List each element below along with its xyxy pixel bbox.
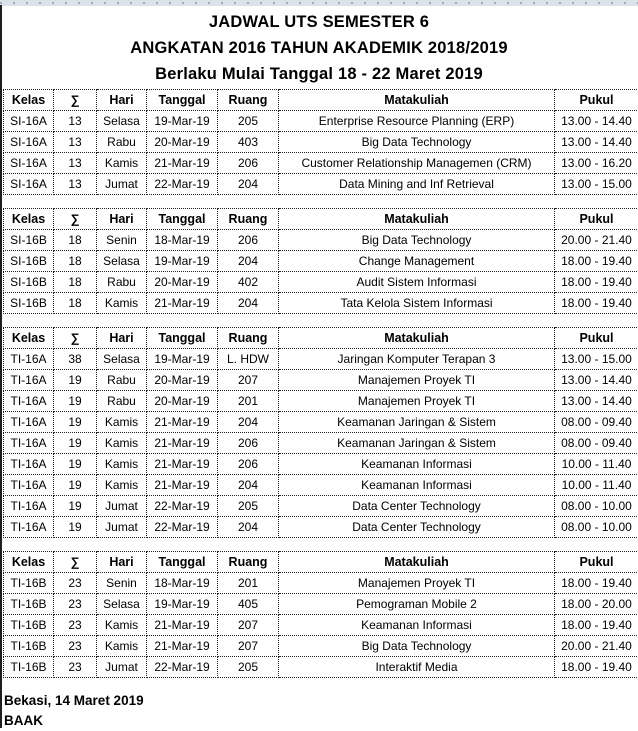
cell-kelas: TI-16B: [4, 594, 54, 615]
cell-hari: Selasa: [97, 594, 147, 615]
cell-matakuliah: Enterprise Resource Planning (ERP): [279, 111, 555, 132]
table-row: [4, 174, 638, 195]
footer-signatory: BAAK: [4, 711, 638, 731]
column-header-tanggal: Tanggal: [147, 328, 218, 349]
footer: [4, 691, 638, 731]
cell-tanggal: 21-Mar-19: [147, 153, 218, 174]
header-row: [4, 328, 638, 349]
cell-sum: 19: [54, 433, 97, 454]
cell-ruang: 205: [218, 111, 279, 132]
cell-ruang: 207: [218, 615, 279, 636]
cell-hari: Rabu: [97, 391, 147, 412]
cell-tanggal: 19-Mar-19: [147, 111, 218, 132]
cell-sum: 19: [54, 496, 97, 517]
cell-pukul: 20.00 - 21.40: [555, 230, 638, 251]
cell-hari: Kamis: [97, 636, 147, 657]
table-row: [4, 636, 638, 657]
column-header-tanggal: Tanggal: [147, 90, 218, 111]
cell-kelas: TI-16A: [4, 412, 54, 433]
cell-ruang: 207: [218, 636, 279, 657]
column-header-matakuliah: Matakuliah: [279, 552, 555, 573]
cell-tanggal: 21-Mar-19: [147, 636, 218, 657]
table-row: [4, 251, 638, 272]
cell-kelas: SI-16A: [4, 132, 54, 153]
cell-hari: Kamis: [97, 412, 147, 433]
table-row: [4, 573, 638, 594]
cell-matakuliah: Pemograman Mobile 2: [279, 594, 555, 615]
cell-sum: 19: [54, 391, 97, 412]
schedule-table-si-16b: [3, 208, 638, 314]
cell-sum: 18: [54, 230, 97, 251]
cell-kelas: TI-16B: [4, 573, 54, 594]
cell-pukul: 08.00 - 09.40: [555, 433, 638, 454]
cell-tanggal: 22-Mar-19: [147, 174, 218, 195]
cell-sum: 19: [54, 454, 97, 475]
cell-ruang: 402: [218, 272, 279, 293]
cell-sum: 23: [54, 594, 97, 615]
table-row: [4, 496, 638, 517]
table-row: [4, 615, 638, 636]
cell-ruang: 205: [218, 657, 279, 678]
column-header-matakuliah: Matakuliah: [279, 328, 555, 349]
cell-kelas: TI-16A: [4, 370, 54, 391]
cell-kelas: SI-16B: [4, 272, 54, 293]
cell-pukul: 13.00 - 14.40: [555, 391, 638, 412]
cell-tanggal: 19-Mar-19: [147, 349, 218, 370]
cell-matakuliah: Manajemen Proyek TI: [279, 370, 555, 391]
column-header-sum: ∑: [54, 90, 97, 111]
cell-ruang: 206: [218, 230, 279, 251]
cell-ruang: L. HDW: [218, 349, 279, 370]
cell-tanggal: 20-Mar-19: [147, 132, 218, 153]
schedule-table-ti-16b: [3, 551, 638, 678]
column-header-matakuliah: Matakuliah: [279, 90, 555, 111]
cell-pukul: 10.00 - 11.40: [555, 454, 638, 475]
cell-pukul: 13.00 - 14.40: [555, 370, 638, 391]
cell-pukul: 18.00 - 19.40: [555, 293, 638, 314]
column-header-kelas: Kelas: [4, 328, 54, 349]
cell-pukul: 13.00 - 15.00: [555, 174, 638, 195]
cell-ruang: 205: [218, 496, 279, 517]
cell-matakuliah: Interaktif Media: [279, 657, 555, 678]
column-header-kelas: Kelas: [4, 552, 54, 573]
cell-ruang: 206: [218, 153, 279, 174]
cell-hari: Kamis: [97, 475, 147, 496]
cell-tanggal: 21-Mar-19: [147, 433, 218, 454]
table-row: [4, 293, 638, 314]
column-header-ruang: Ruang: [218, 328, 279, 349]
cell-hari: Kamis: [97, 293, 147, 314]
cell-hari: Selasa: [97, 251, 147, 272]
cell-hari: Kamis: [97, 615, 147, 636]
table-row: [4, 391, 638, 412]
table-row: [4, 153, 638, 174]
cell-sum: 38: [54, 349, 97, 370]
column-header-sum: ∑: [54, 552, 97, 573]
cell-sum: 23: [54, 615, 97, 636]
table-row: [4, 517, 638, 538]
column-header-hari: Hari: [97, 209, 147, 230]
cell-hari: Senin: [97, 230, 147, 251]
cell-ruang: 403: [218, 132, 279, 153]
column-header-sum: ∑: [54, 328, 97, 349]
cell-pukul: 08.00 - 10.00: [555, 496, 638, 517]
cell-sum: 19: [54, 475, 97, 496]
schedule-table-ti-16a: [3, 327, 638, 538]
table-row: [4, 657, 638, 678]
header-row: [4, 552, 638, 573]
cell-ruang: 201: [218, 391, 279, 412]
column-header-hari: Hari: [97, 90, 147, 111]
cell-matakuliah: Change Management: [279, 251, 555, 272]
title-line-3: Berlaku Mulai Tanggal 18 - 22 Maret 2019: [0, 61, 638, 87]
cell-pukul: 13.00 - 15.00: [555, 349, 638, 370]
cell-ruang: 204: [218, 174, 279, 195]
cell-sum: 18: [54, 272, 97, 293]
table-row: [4, 475, 638, 496]
cell-sum: 13: [54, 132, 97, 153]
cell-matakuliah: Customer Relationship Managemen (CRM): [279, 153, 555, 174]
cell-sum: 23: [54, 573, 97, 594]
cell-matakuliah: Big Data Technology: [279, 230, 555, 251]
cell-pukul: 18.00 - 19.40: [555, 615, 638, 636]
table-row: [4, 132, 638, 153]
cell-tanggal: 21-Mar-19: [147, 293, 218, 314]
cell-sum: 19: [54, 412, 97, 433]
column-header-sum: ∑: [54, 209, 97, 230]
cell-ruang: 206: [218, 433, 279, 454]
cell-ruang: 204: [218, 412, 279, 433]
cell-kelas: SI-16A: [4, 174, 54, 195]
column-header-tanggal: Tanggal: [147, 552, 218, 573]
cell-ruang: 204: [218, 517, 279, 538]
cell-kelas: SI-16A: [4, 153, 54, 174]
cell-tanggal: 20-Mar-19: [147, 370, 218, 391]
column-header-pukul: Pukul: [555, 552, 638, 573]
cell-ruang: 207: [218, 370, 279, 391]
column-header-ruang: Ruang: [218, 552, 279, 573]
cell-matakuliah: Keamanan Informasi: [279, 454, 555, 475]
cell-matakuliah: Keamanan Informasi: [279, 615, 555, 636]
cell-kelas: SI-16B: [4, 293, 54, 314]
cell-pukul: 10.00 - 11.40: [555, 475, 638, 496]
cell-matakuliah: Manajemen Proyek TI: [279, 391, 555, 412]
header-row: [4, 209, 638, 230]
cell-matakuliah: Tata Kelola Sistem Informasi: [279, 293, 555, 314]
cell-pukul: 18.00 - 19.40: [555, 251, 638, 272]
cell-hari: Rabu: [97, 272, 147, 293]
cell-hari: Jumat: [97, 496, 147, 517]
cell-kelas: TI-16A: [4, 454, 54, 475]
cell-matakuliah: Audit Sistem Informasi: [279, 272, 555, 293]
cell-kelas: TI-16A: [4, 391, 54, 412]
cell-hari: Kamis: [97, 454, 147, 475]
cell-hari: Jumat: [97, 174, 147, 195]
column-header-pukul: Pukul: [555, 328, 638, 349]
column-header-pukul: Pukul: [555, 90, 638, 111]
cell-pukul: 20.00 - 21.40: [555, 636, 638, 657]
schedule-table-si-16a: [3, 89, 638, 195]
cell-tanggal: 21-Mar-19: [147, 475, 218, 496]
cell-kelas: TI-16A: [4, 517, 54, 538]
cell-sum: 23: [54, 636, 97, 657]
cell-ruang: 204: [218, 251, 279, 272]
cell-ruang: 204: [218, 293, 279, 314]
cell-tanggal: 21-Mar-19: [147, 615, 218, 636]
cell-matakuliah: Jaringan Komputer Terapan 3: [279, 349, 555, 370]
cell-hari: Selasa: [97, 349, 147, 370]
cell-kelas: TI-16A: [4, 433, 54, 454]
cell-kelas: TI-16A: [4, 496, 54, 517]
column-header-kelas: Kelas: [4, 209, 54, 230]
table-row: [4, 594, 638, 615]
table-row: [4, 454, 638, 475]
table-row: [4, 370, 638, 391]
cell-sum: 18: [54, 251, 97, 272]
cell-kelas: TI-16B: [4, 615, 54, 636]
cell-pukul: 18.00 - 19.40: [555, 657, 638, 678]
cell-matakuliah: Manajemen Proyek TI: [279, 573, 555, 594]
cell-sum: 19: [54, 370, 97, 391]
column-header-ruang: Ruang: [218, 209, 279, 230]
cell-hari: Rabu: [97, 132, 147, 153]
column-header-hari: Hari: [97, 552, 147, 573]
cell-matakuliah: Big Data Technology: [279, 636, 555, 657]
cell-pukul: 18.00 - 19.40: [555, 573, 638, 594]
cell-kelas: SI-16A: [4, 111, 54, 132]
cell-kelas: SI-16B: [4, 251, 54, 272]
cell-pukul: 13.00 - 14.40: [555, 132, 638, 153]
left-edge-line: [0, 5, 2, 728]
column-header-pukul: Pukul: [555, 209, 638, 230]
cell-tanggal: 18-Mar-19: [147, 573, 218, 594]
cell-kelas: TI-16B: [4, 657, 54, 678]
column-header-kelas: Kelas: [4, 90, 54, 111]
cell-pukul: 18.00 - 19.40: [555, 272, 638, 293]
table-row: [4, 412, 638, 433]
cell-tanggal: 22-Mar-19: [147, 517, 218, 538]
cell-tanggal: 22-Mar-19: [147, 657, 218, 678]
cell-ruang: 201: [218, 573, 279, 594]
cell-tanggal: 21-Mar-19: [147, 412, 218, 433]
cell-matakuliah: Data Mining and Inf Retrieval: [279, 174, 555, 195]
table-row: [4, 272, 638, 293]
cell-kelas: TI-16A: [4, 475, 54, 496]
cell-hari: Rabu: [97, 370, 147, 391]
table-row: [4, 111, 638, 132]
cell-tanggal: 19-Mar-19: [147, 251, 218, 272]
column-header-tanggal: Tanggal: [147, 209, 218, 230]
title-line-2: ANGKATAN 2016 TAHUN AKADEMIK 2018/2019: [0, 35, 638, 61]
footer-place-date: Bekasi, 14 Maret 2019: [4, 691, 638, 711]
cell-matakuliah: Keamanan Jaringan & Sistem: [279, 412, 555, 433]
cell-tanggal: 20-Mar-19: [147, 391, 218, 412]
cell-sum: 13: [54, 174, 97, 195]
document-title: [0, 6, 638, 87]
header-row: [4, 90, 638, 111]
cell-sum: 19: [54, 517, 97, 538]
cell-matakuliah: Keamanan Informasi: [279, 475, 555, 496]
cell-matakuliah: Big Data Technology: [279, 132, 555, 153]
table-row: [4, 230, 638, 251]
cell-sum: 13: [54, 111, 97, 132]
cell-ruang: 405: [218, 594, 279, 615]
table-row: [4, 433, 638, 454]
cell-tanggal: 19-Mar-19: [147, 594, 218, 615]
cell-kelas: TI-16A: [4, 349, 54, 370]
cell-pukul: 08.00 - 10.00: [555, 517, 638, 538]
table-row: [4, 349, 638, 370]
cell-matakuliah: Keamanan Jaringan & Sistem: [279, 433, 555, 454]
cell-hari: Jumat: [97, 657, 147, 678]
cell-tanggal: 20-Mar-19: [147, 272, 218, 293]
cell-pukul: 08.00 - 09.40: [555, 412, 638, 433]
cell-hari: Jumat: [97, 517, 147, 538]
column-header-ruang: Ruang: [218, 90, 279, 111]
cell-matakuliah: Data Center Technology: [279, 517, 555, 538]
cell-sum: 13: [54, 153, 97, 174]
cell-pukul: 13.00 - 14.40: [555, 111, 638, 132]
cell-matakuliah: Data Center Technology: [279, 496, 555, 517]
cell-kelas: SI-16B: [4, 230, 54, 251]
column-header-hari: Hari: [97, 328, 147, 349]
cell-hari: Senin: [97, 573, 147, 594]
cell-tanggal: 21-Mar-19: [147, 454, 218, 475]
cell-sum: 18: [54, 293, 97, 314]
cell-tanggal: 22-Mar-19: [147, 496, 218, 517]
cell-hari: Kamis: [97, 153, 147, 174]
cell-tanggal: 18-Mar-19: [147, 230, 218, 251]
cell-hari: Kamis: [97, 433, 147, 454]
title-line-1: JADWAL UTS SEMESTER 6: [0, 9, 638, 35]
cell-kelas: TI-16B: [4, 636, 54, 657]
cell-sum: 23: [54, 657, 97, 678]
cell-ruang: 206: [218, 454, 279, 475]
cell-hari: Selasa: [97, 111, 147, 132]
tables-container: [0, 89, 638, 678]
cell-pukul: 18.00 - 20.00: [555, 594, 638, 615]
cell-ruang: 204: [218, 475, 279, 496]
column-header-matakuliah: Matakuliah: [279, 209, 555, 230]
cell-pukul: 13.00 - 16.20: [555, 153, 638, 174]
